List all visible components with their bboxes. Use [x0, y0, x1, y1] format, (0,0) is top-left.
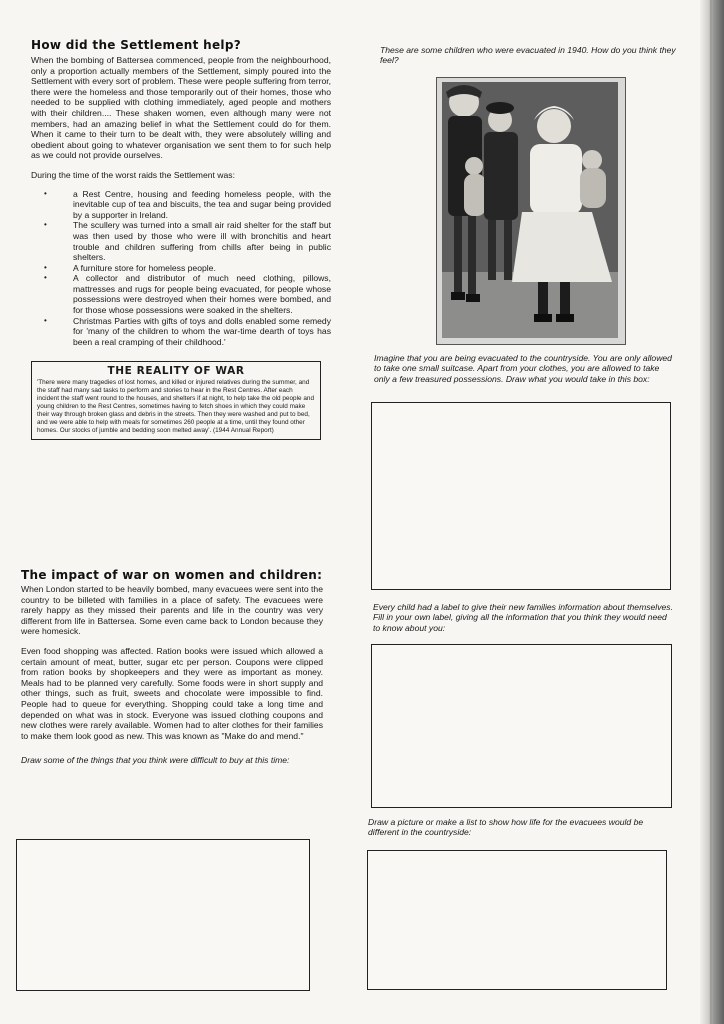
impact-heading: The impact of war on women and children:: [21, 568, 323, 582]
bullet-icon: •: [44, 220, 47, 230]
bullet-item: [31, 220, 331, 262]
bullet-text: The scullery was turned into a small air raid shelter for the staff but was then used by those who were ill with bronchitis and heart trouble and children suffering from chills after being in public shelters.: [73, 220, 331, 263]
bullet-text: A collector and distributor of much need clothing, pillows, mattresses and rugs for people being evacuated, for people whose possessions were destroyed when their homes were bombed, and for those whose possessions were soaked in the shelters.: [73, 273, 331, 316]
bullet-icon: •: [44, 273, 47, 283]
impact-para-2: Even food shopping was affected. Ration books were issued which allowed a certain amount of meat, butter, sugar etc per person. Coupons were clipped from ration books by shopkeepers and they were as important as money. Meals had to be planned very carefully. Some foods were in short supply and other things, such as fruit, sweets and chocolate were impossible to find. People had to queue for everything. Shopping could take a long time and depended on what was in stock. Everyone was issued clothing coupons and new clothes were rarely available. Women had to alter clothes for their families to make them look good as new. This was known as "Make do and mend.": [21, 645, 323, 741]
countryside-life-box[interactable]: [367, 850, 667, 990]
bullet-item: [31, 316, 331, 348]
impact-section: [21, 568, 323, 766]
impact-para-1: When London started to be heavily bombed, many evacuees were sent into the country to be billeted with families in a place of safety. The evacuees were rarely happy as they missed their parents and life in the country was very different from life in Battersea. Some even came back to London because they were homesick.: [21, 584, 323, 637]
countryside-prompt: Draw a picture or make a list to show how life for the evacuees would be different in the countryside:: [368, 817, 644, 838]
reality-of-war-box: [31, 361, 321, 440]
evacuee-children-photo: [436, 77, 626, 345]
photo-caption: These are some children who were evacuated in 1940. How do you think they feel?: [380, 45, 676, 66]
bullet-item: [31, 263, 331, 274]
bullet-icon: •: [44, 188, 47, 198]
page-edge-line: [710, 0, 712, 1024]
shopping-drawing-box[interactable]: [16, 839, 310, 991]
bullet-icon: •: [44, 315, 47, 325]
suitcase-prompt: Imagine that you are being evacuated to the countryside. You are only allowed to take one small suitcase. Apart from your clothes, you are allowed to take only a few treasured possessions. Draw what you would take in this box:: [374, 353, 672, 384]
reality-title: THE REALITY OF WAR: [107, 365, 245, 378]
settlement-bullets: [31, 189, 331, 348]
page-edge: [700, 0, 724, 1024]
own-label-box[interactable]: [371, 644, 672, 808]
settlement-intro: When the bombing of Battersea commenced, people from the neighbourhood, only a proportion actually members of the Settlement, simply poured into the Settlement with every sort of problem. These were people suffering from terror, there were the homeless and those temporarily out of their homes, those who needed to be supplied with clothing immediately, aged people and mothers with their children.... These shaken women, even although many were not members, had an amazing belief in what the Settlement could do for them. When it came to their turn to be dealt with, they were absolutely willing and obedient about going to whatever organisation we sent them to for such help as we could not provide ourselves.: [31, 55, 331, 161]
label-prompt: Every child had a label to give their new families information about themselves. Fill in your own label, giving all the information that you think they would need to know about you:: [373, 602, 673, 633]
settlement-heading: How did the Settlement help?: [31, 38, 241, 52]
photo-image: [442, 82, 618, 338]
bullet-text: A furniture store for homeless people.: [73, 262, 216, 273]
bullet-item: [31, 189, 331, 221]
suitcase-drawing-box[interactable]: [371, 402, 671, 590]
bullet-item: [31, 273, 331, 315]
reality-text: 'There were many tragedies of lost homes, and killed or injured relatives during the summer, and the staff had many sad tasks to perform and stories to hear in the Rest Centres. After each incident the staff went round to the houses, and shelters if at night, to help take the old people and young children to the Rest Centres, sometimes having to fetch shoes in which they could make their way through broken glass and debris in the streets. Then they were washed and put to bed, and we were able to help with meals for sometimes 260 people at a time, until they found other homes. Our stocks of jumble and bedding soon melted away'. (1944 Annual Report): [37, 379, 315, 435]
bullet-text: a Rest Centre, housing and feeding homeless people, with the inevitable cup of tea and biscuits, the tea and sugar being provided by a supporter in Ireland.: [73, 188, 331, 220]
shopping-draw-prompt: Draw some of the things that you think were difficult to buy at this time:: [21, 755, 290, 766]
left-column: [31, 38, 331, 440]
settlement-during: During the time of the worst raids the Settlement was:: [31, 169, 235, 180]
bullet-icon: •: [44, 262, 47, 272]
bullet-text: Christmas Parties with gifts of toys and dolls enabled some remedy for 'many of the children to whom the war-time dearth of toys has been a real cramping of their childhood.': [73, 315, 331, 347]
children-illustration: [442, 82, 618, 338]
